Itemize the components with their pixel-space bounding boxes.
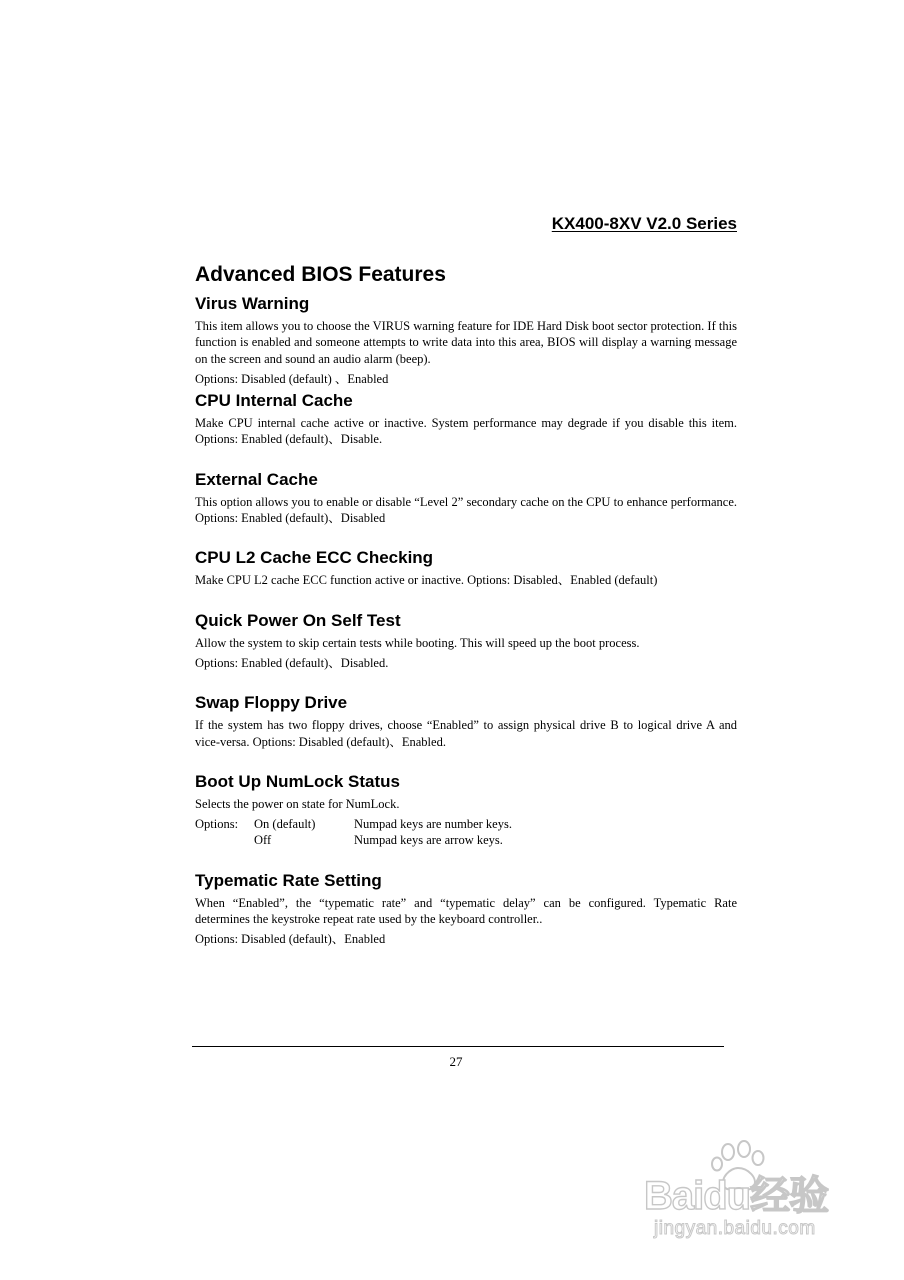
header-model-title: KX400-8XV V2.0 Series	[551, 214, 737, 233]
section-options: Options: Disabled (default)、Enabled	[195, 932, 386, 947]
section-body: Make CPU internal cache active or inactive. System performance may degrade if you disable this item. Options: Enabled (default)、Disable.	[195, 416, 737, 447]
section-body: This item allows you to choose the VIRUS warning feature for IDE Hard Disk boot sector protection. If this function is enabled and someone attempts to write data into this area, BIOS will display a warning message on the screen and sound an audio alarm (beep).	[195, 319, 737, 366]
options-table	[195, 816, 737, 849]
section-body: If the system has two floppy drives, choose “Enabled” to assign physical drive B to logical drive A and vice-versa. Options: Disabled (default)、Enabled.	[195, 718, 737, 749]
section-options: Options: Enabled (default)、Disabled.	[195, 655, 389, 670]
document-content	[195, 262, 737, 970]
section-heading: Boot Up NumLock Status	[195, 771, 400, 791]
section-heading: Typematic Rate Setting	[195, 870, 382, 890]
section-cpu-internal-cache	[195, 391, 737, 448]
section-heading: CPU Internal Cache	[195, 391, 353, 411]
options-row	[195, 832, 737, 848]
footer-divider	[192, 1046, 724, 1047]
option-description: Numpad keys are arrow keys.	[354, 833, 503, 848]
section-heading: External Cache	[195, 469, 318, 489]
section-heading: Virus Warning	[195, 294, 310, 313]
section-typematic-rate	[195, 871, 737, 948]
options-label: Options:	[195, 817, 239, 832]
section-body: When “Enabled”, the “typematic rate” and “typematic delay” can be configured. Typematic Rate determines the keystroke repeat rate used by the keyboard controller..	[195, 895, 737, 927]
section-cpu-l2-cache-ecc	[195, 548, 737, 588]
page-title: Advanced BIOS Features	[195, 263, 446, 286]
watermark-brand: Baidu经验	[644, 1174, 829, 1218]
section-virus-warning	[195, 294, 737, 387]
watermark	[640, 1140, 860, 1260]
option-description: Numpad keys are number keys.	[354, 817, 512, 832]
section-body: Selects the power on state for NumLock.	[195, 796, 400, 811]
section-numlock-status	[195, 772, 737, 849]
section-options: Options: Disabled (default) 、Enabled	[195, 371, 389, 386]
section-body: This option allows you to enable or disable “Level 2” secondary cache on the CPU to enhance performance. Options: Enabled (default)、Disabled	[195, 494, 737, 526]
page-number: 27	[449, 1054, 463, 1069]
section-heading: CPU L2 Cache ECC Checking	[195, 548, 434, 568]
option-value: On (default)	[254, 817, 316, 832]
section-body: Allow the system to skip certain tests while booting. This will speed up the boot process.	[195, 635, 640, 650]
option-value: Off	[254, 833, 272, 848]
section-quick-post	[195, 611, 737, 672]
options-row	[195, 816, 737, 832]
section-heading: Swap Floppy Drive	[195, 693, 348, 713]
section-swap-floppy	[195, 693, 737, 750]
section-body: Make CPU L2 cache ECC function active or inactive. Options: Disabled、Enabled (default)	[195, 573, 658, 588]
section-external-cache	[195, 470, 737, 527]
watermark-url: jingyan.baidu.com	[654, 1218, 816, 1239]
section-heading: Quick Power On Self Test	[195, 610, 401, 630]
